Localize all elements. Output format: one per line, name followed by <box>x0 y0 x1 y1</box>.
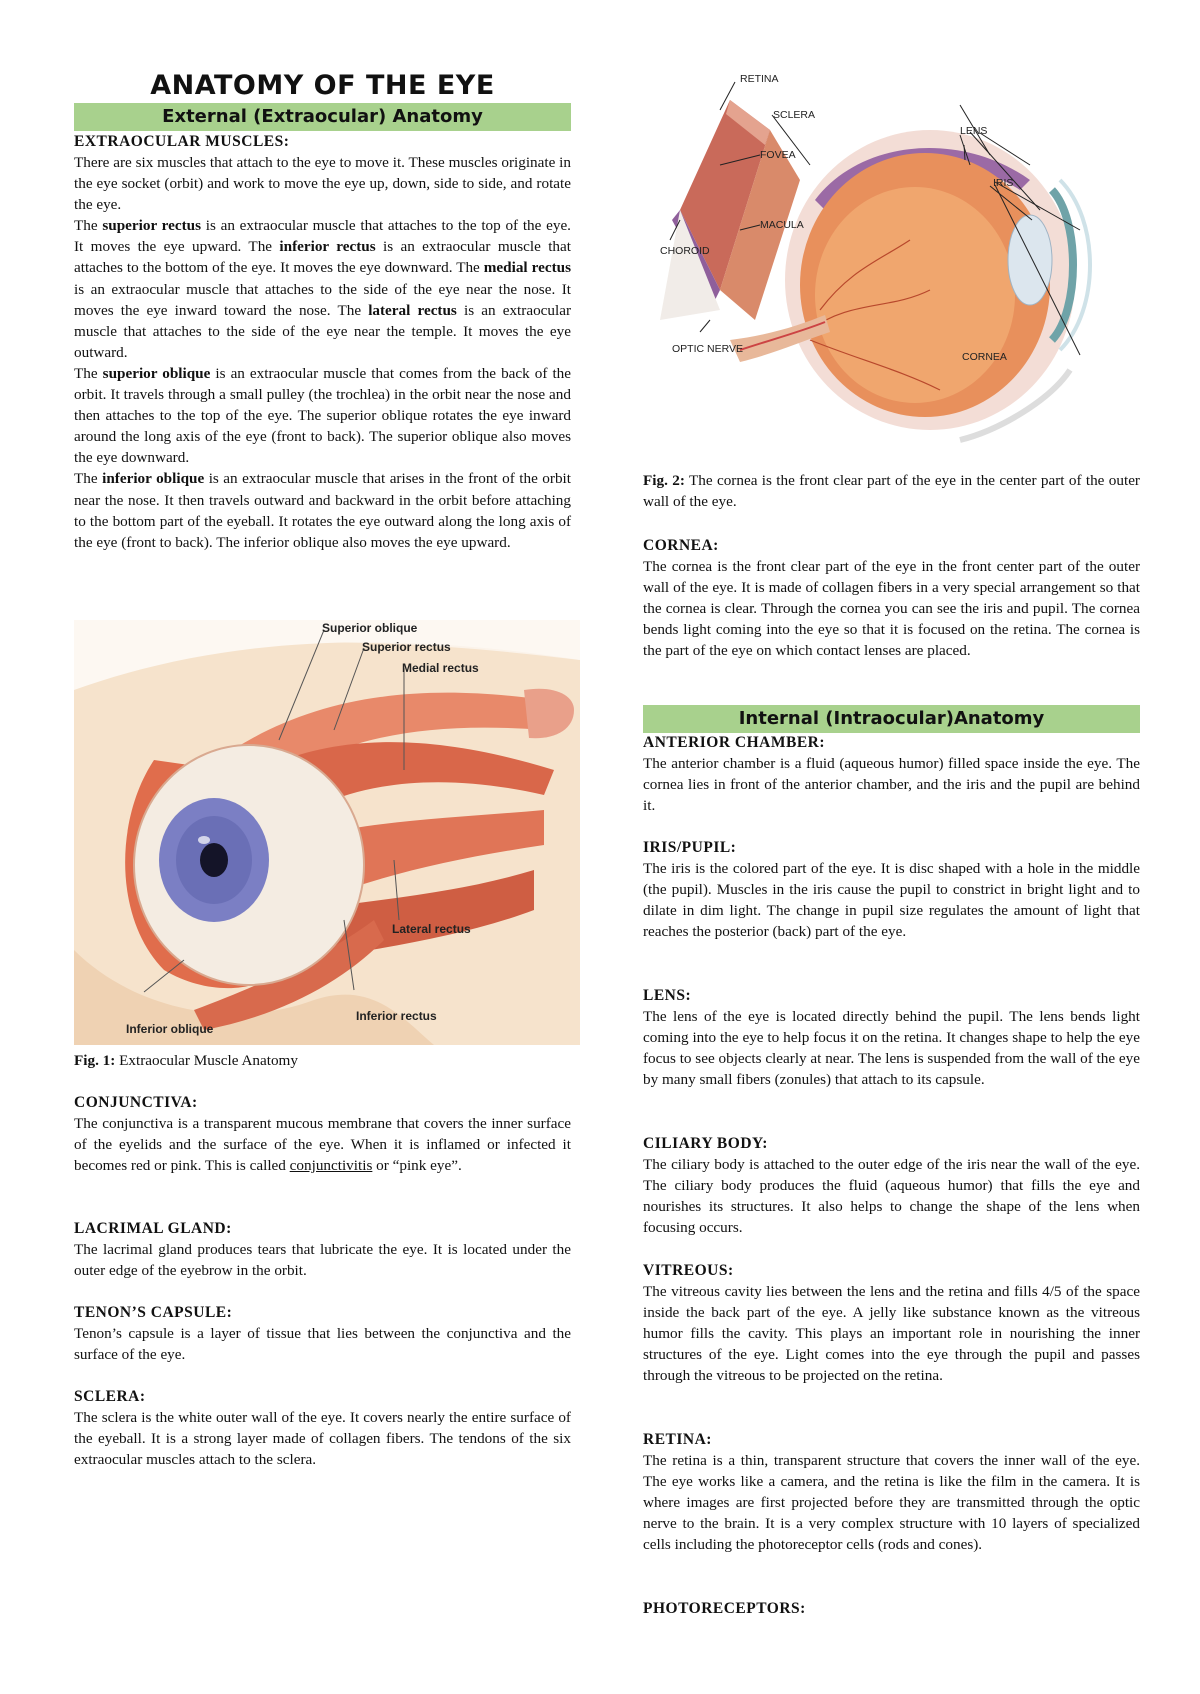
anterior-chamber-text: The anterior chamber is a fluid (aqueous humor) filled space inside the eye. The cornea lies in front of the anterior chamber, and the iris and the pupil are behind it. <box>643 755 1140 815</box>
cornea-heading: CORNEA: <box>643 537 719 554</box>
lens-text: The lens of the eye is located directly behind the pupil. The lens bends light coming into the eye to help focus it on the retina. It changes shape to help the eye focus to see objects clearly at near. The lens is suspended from the wall of the eye by many small fibers (zonules) that attach to its capsule. <box>643 1008 1140 1089</box>
conjunctivitis-link[interactable]: conjunctivitis <box>289 1157 373 1175</box>
vitreous-heading: VITREOUS: <box>643 1262 734 1279</box>
lacrimal-section <box>74 1218 571 1281</box>
fig2-label-optic-nerve: OPTIC NERVE <box>672 343 743 355</box>
retina-heading: RETINA: <box>643 1431 712 1448</box>
superior-oblique-paragraph: The superior oblique is an extraocular muscle that comes from the back of the orbit. It travels through a small pulley (the trochlea) in the orbit near the nose and then attaches to the top of the eye. The superior oblique rotates the eye inward around the long axis of the eye (front to back). The superior oblique also moves the eye downward. <box>74 364 571 467</box>
fig2-label-iris: IRIS <box>993 177 1014 189</box>
fig1-label-superior-oblique: Superior oblique <box>322 621 418 635</box>
fig1-label-superior-rectus: Superior rectus <box>362 640 451 654</box>
ciliary-body-section <box>643 1133 1140 1238</box>
lens-section <box>643 985 1140 1090</box>
eye-cross-section-figure <box>660 70 1130 460</box>
sclera-heading: SCLERA: <box>74 1388 146 1405</box>
rectus-paragraph: The superior rectus is an extraocular muscle that attaches to the top of the eye. It moves the eye upward. The inferior rectus is an extraocular muscle that attaches to the bottom of the eye. It moves the eye downward. The medial rectus is an extraocular muscle that attaches to the side of the eye near the nose. It moves the eye inward toward the nose. The lateral rectus is an extraocular muscle that attaches to the side of the eye near the temple. It moves the eye outward. <box>74 217 572 361</box>
anterior-chamber-heading: ANTERIOR CHAMBER: <box>643 734 826 751</box>
extraocular-muscle-figure <box>74 620 580 1045</box>
lens-heading: LENS: <box>643 987 692 1004</box>
sclera-text: The sclera is the white outer wall of the eye. It covers nearly the entire surface of the eyeball. It is a strong layer made of collagen fibers. The tendons of the six extraocular muscles attach to the sclera. <box>74 1409 571 1469</box>
fig2-label-macula: MACULA <box>760 219 804 231</box>
vitreous-text: The vitreous cavity lies between the lens and the retina and fills 4/5 of the space inside the back part of the eye. A jelly like substance known as the vitreous humor fills the cavity. This plays an important role in nourishing the inner structures of the eye. Light comes into the eye through the pupil and passes through the vitreous to be projected on the retina. <box>643 1283 1140 1385</box>
iris-pupil-heading: IRIS/PUPIL: <box>643 839 737 856</box>
tenon-text: Tenon’s capsule is a layer of tissue that lies between the conjunctiva and the surface of the eye. <box>74 1325 571 1364</box>
tenon-heading: TENON’S CAPSULE: <box>74 1304 233 1321</box>
retina-section <box>643 1429 1140 1555</box>
iris-pupil-text: The iris is the colored part of the eye. It is disc shaped with a hole in the middle (the pupil). Muscles in the iris cause the pupil to constrict in bright light and to dilate in dim light. The change in pupil size regulates the amount of light that reaches the posterior (back) part of the eye. <box>643 860 1140 941</box>
cornea-text: The cornea is the front clear part of the eye in the front center part of the outer wall of the eye. It is made of collagen fibers in a very special arrangement so that the cornea is clear. Through the cornea you can see the iris and pupil. The cornea bends light coming into the eye so that it is focused on the retina. The cornea is the part of the eye on which contact lenses are placed. <box>643 558 1140 660</box>
fig1-caption: Fig. 1: Extraocular Muscle Anatomy <box>74 1052 298 1069</box>
sclera-section <box>74 1386 571 1470</box>
ciliary-body-heading: CILIARY BODY: <box>643 1135 768 1152</box>
conjunctiva-text: The conjunctiva is a transparent mucous membrane that covers the inner surface of the eyelids and the surface of the eye. When it is inflamed or infected it becomes red or pink. This is called conjunctivitis or “pink eye”. <box>74 1115 571 1175</box>
lacrimal-heading: LACRIMAL GLAND: <box>74 1220 232 1237</box>
fig1-label-inferior-rectus: Inferior rectus <box>356 1009 437 1023</box>
fig2-caption: Fig. 2: The cornea is the front clear part of the eye in the center part of the outer wall of the eye. <box>643 472 1140 511</box>
extraocular-section <box>74 131 571 553</box>
cornea-section <box>643 535 1140 661</box>
inferior-oblique-paragraph: The inferior oblique is an extraocular muscle that arises in the front of the orbit near the nose. It then travels outward and backward in the orbit before attaching to the bottom part of the eyeball. It rotates the eye outward along the long axis of the eye (front to back). The inferior oblique also moves the eye upward. <box>74 470 571 551</box>
page-title: ANATOMY OF THE EYE <box>150 70 495 101</box>
extraocular-heading: EXTRAOCULAR MUSCLES: <box>74 133 290 150</box>
fig1-label-medial-rectus: Medial rectus <box>402 661 479 675</box>
fig2-label-cornea: CORNEA <box>962 351 1007 363</box>
conjunctiva-heading: CONJUNCTIVA: <box>74 1094 198 1111</box>
conjunctiva-section <box>74 1092 571 1176</box>
fig2-label-sclera: SCLERA <box>773 109 816 121</box>
ciliary-body-text: The ciliary body is attached to the outer edge of the iris near the wall of the eye. The ciliary body produces the fluid (aqueous humor) that fills the eye and nourishes its structures. It also helps to change the shape of the lens when focusing occurs. <box>643 1156 1140 1237</box>
fig2-label-choroid: CHOROID <box>660 245 710 257</box>
lacrimal-text: The lacrimal gland produces tears that lubricate the eye. It is located under the outer edge of the eyebrow in the orbit. <box>74 1241 571 1280</box>
internal-anatomy-banner: Internal (Intraocular)Anatomy <box>643 705 1140 733</box>
tenon-section <box>74 1302 571 1365</box>
retina-text: The retina is a thin, transparent structure that covers the inner wall of the eye. The eye works like a camera, and the retina is like the film in the camera. It is where images are first projected before they are transmitted through the optic nerve to the brain. It is a very complex structure with 10 layers of specialized cells including the photoreceptor cells (rods and cones). <box>643 1452 1140 1554</box>
external-anatomy-banner: External (Extraocular) Anatomy <box>74 103 571 131</box>
anterior-chamber-section <box>643 732 1140 816</box>
fig2-label-fovea: FOVEA <box>760 149 796 161</box>
fig2-label-lens: LENS <box>960 125 988 137</box>
photoreceptors-heading: PHOTORECEPTORS: <box>643 1600 806 1617</box>
photoreceptors-section <box>643 1598 1140 1619</box>
iris-pupil-section <box>643 837 1140 942</box>
fig1-label-lateral-rectus: Lateral rectus <box>392 922 471 936</box>
vitreous-section <box>643 1260 1140 1386</box>
extraocular-intro: There are six muscles that attach to the eye to move it. These muscles originate in the eye socket (orbit) and work to move the eye up, down, side to side, and rotate the eye. <box>74 154 571 214</box>
fig1-label-inferior-oblique: Inferior oblique <box>126 1022 214 1036</box>
fig2-label-retina: RETINA <box>740 73 779 85</box>
